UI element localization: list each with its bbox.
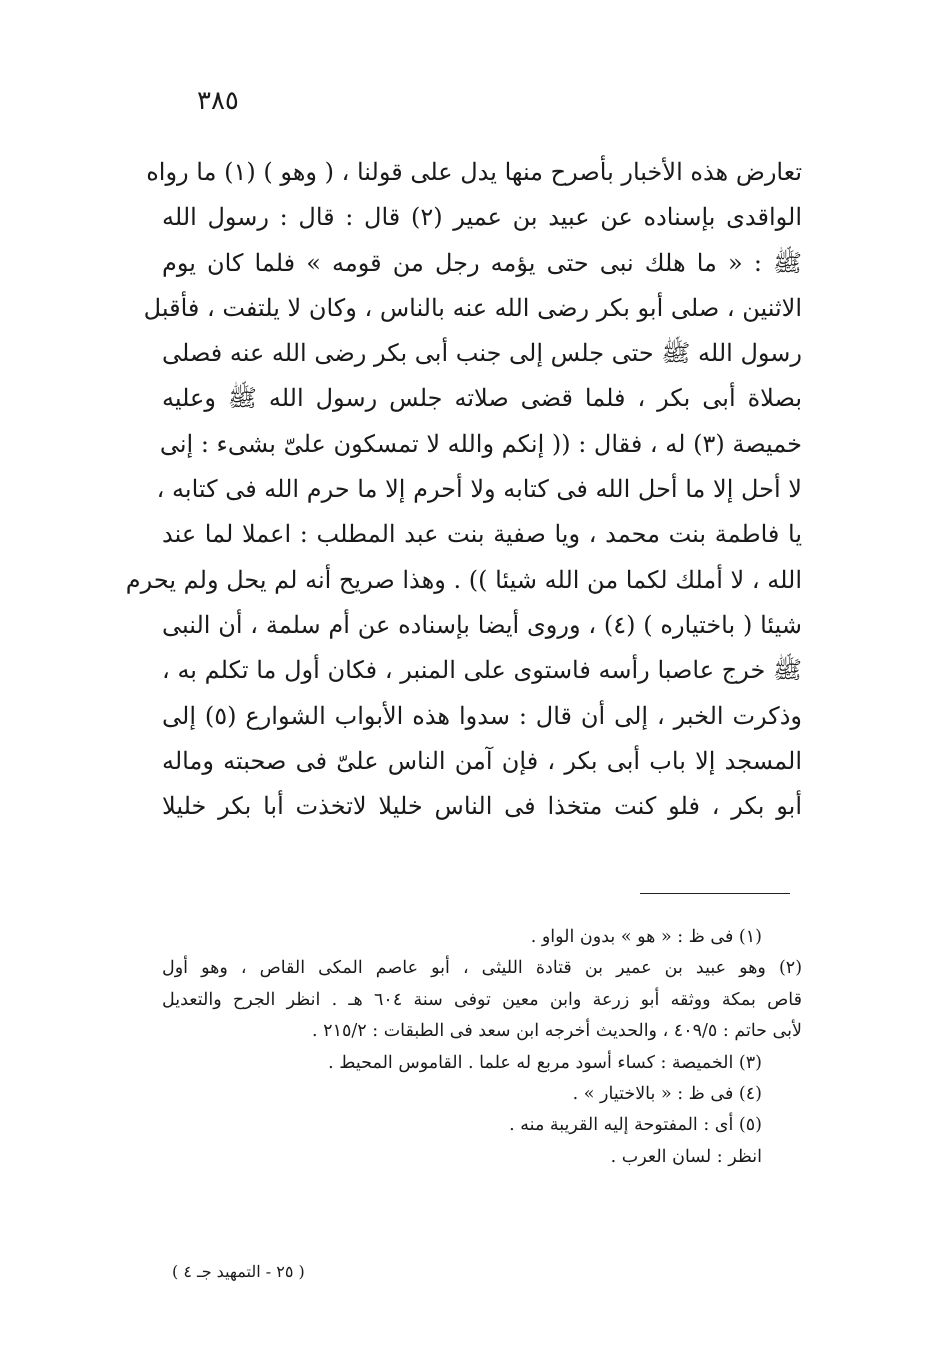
text-line: الواقدى بإسناده عن عبيد بن عمير (٢) قال : قال : رسول الله <box>162 203 802 232</box>
text-line: أبو بكر ، فلو كنت متخذا فى الناس خليلا لاتخذت أبا بكر خليلا <box>162 792 802 821</box>
text-line: المسجد إلا باب أبى بكر ، فإن آمن الناس علىّ فى صحبته وماله <box>162 746 802 775</box>
main-text <box>125 150 803 829</box>
footnote-2: (٢) وهو عبيد بن عمير بن قتادة الليثى ، أبو عاصم المكى القاص ، وهو أول <box>162 958 803 979</box>
page-number: ٣٨٥ <box>197 86 239 116</box>
text-line: وذكرت الخبر ، إلى أن قال : سدوا هذه الأبواب الشوارع (٥) إلى <box>162 701 802 730</box>
footnote-3: (٣) الخميصة : كساء أسود مربع له علما . القاموس المحيط . <box>328 1052 762 1073</box>
text-line: رسول الله ﷺ حتى جلس إلى جنب أبى بكر رضى الله عنه فصلى <box>162 339 802 368</box>
footnote-2-cont: قاص بمكة ووثقه أبو زرعة وابن معين توفى سنة ٦٠٤ هـ . انظر الجرح والتعديل <box>162 989 802 1010</box>
text-line: الاثنين ، صلى أبو بكر رضى الله عنه بالناس ، وكان لا يلتفت ، فأقبل <box>143 293 802 322</box>
text-line: تعارض هذه الأخبار بأصرح منها يدل على قولنا ، ( وهو ) (١) ما رواه <box>146 158 802 186</box>
footnotes <box>162 922 802 1173</box>
text-line: لا أحل إلا ما أحل الله فى كتابه ولا أحرم إلا ما حرم الله فى كتابه ، <box>156 475 802 504</box>
text-line: يا فاطمة بنت محمد ، ويا صفية بنت عبد المطلب : اعملا لما عند <box>162 520 802 549</box>
text-line: الله ، لا أملك لكما من الله شيئا )) . وهذا صريح أنه لم يحل ولم يحرم <box>125 565 802 594</box>
text-line: بصلاة أبى بكر ، فلما قضى صلاته جلس رسول الله ﷺ وعليه <box>162 384 802 413</box>
footnote-1: (١) فى ظ : « هو » بدون الواو . <box>530 927 762 947</box>
footnote-5-source: انظر : لسان العرب . <box>610 1146 762 1167</box>
text-line: ﷺ خرج عاصبا رأسه فاستوى على المنبر ، فكان أول ما تكلم به ، <box>162 656 802 685</box>
signature-mark: ( ٢٥ - التمهيد جـ ٤ ) <box>172 1262 305 1281</box>
text-line: خميصة (٣) له ، فقال : (( إنكم والله لا تمسكون علىّ بشىء : إنى <box>159 429 802 458</box>
text-line: ﷺ : « ما هلك نبى حتى يؤمه رجل من قومه » فلما كان يوم <box>162 248 803 277</box>
footnote-2-cont: لأبى حاتم : ٤٠٩/٥ ، والحديث أخرجه ابن سعد فى الطبقات : ٢١٥/٢ . <box>312 1021 802 1042</box>
text-line: شيئا ( باختياره ) (٤) ، وروى أيضا بإسناده عن أم سلمة ، أن النبى <box>162 610 802 639</box>
footnote-5: (٥) أى : المفتوحة إليه القريبة منه . <box>509 1115 762 1136</box>
footnote-divider <box>640 893 790 894</box>
footnote-4: (٤) فى ظ : « بالاختيار » . <box>572 1083 762 1104</box>
